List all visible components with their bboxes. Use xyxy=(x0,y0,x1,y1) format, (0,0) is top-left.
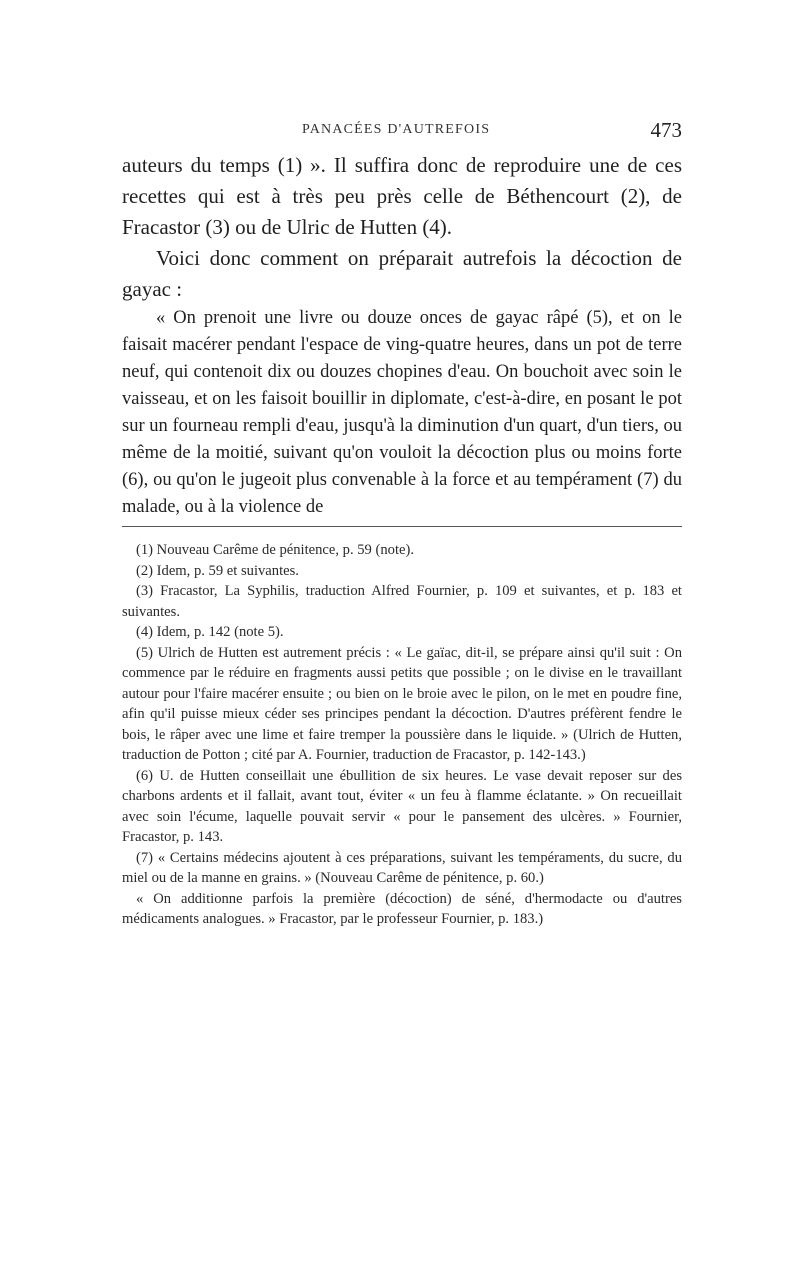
footnote-7-continued: « On additionne parfois la première (décoction) de séné, d'hermodacte ou d'autres médicaments analogues. » Fracastor, par le professeur Fournier, p. 183.) xyxy=(122,890,682,927)
main-text xyxy=(122,150,682,521)
paragraph-intro: Voici donc comment on préparait autrefois la décoction de gayac : xyxy=(122,246,682,301)
paragraph-quotation: « On prenoit une livre ou douze onces de gayac râpé (5), et on le faisait macérer pendant l'espace de ving-quatre heures, dans un pot de terre neuf, qui contenoit dix ou douzes chopines d'eau. On bouchoit avec soin le vaisseau, et on les faisoit bouillir in diplomate, c'est-à-dire, en posant le pot sur un fourneau rempli d'eau, jusqu'à la diminution d'un quart, d'un tiers, ou même de la moitié, suivant qu'on vouloit la décoction plus ou moins forte (6), ou qu'on le jugeoit plus convenable à la force et au tempérament (7) du malade, ou à la violence de xyxy=(122,308,682,517)
footnotes xyxy=(122,540,682,930)
running-head xyxy=(122,118,682,144)
footnote-6: (6) U. de Hutten conseillait une ébullition de six heures. Le vase devait reposer sur des charbons ardents et il fallait, avant tout, éviter « un feu à flamme éclatante. » On recueillait avec soin l'écume, laquelle pouvait servir « pour le pansement des ulcères. » Fournier, Fracastor, p. 143. xyxy=(122,767,682,845)
footnote-2: (2) Idem, p. 59 et suivantes. xyxy=(136,562,299,579)
footnote-separator xyxy=(122,526,682,527)
paragraph-continuation: auteurs du temps (1) ». Il suffira donc de reproduire une de ces recettes qui est à très peu près celle de Béthencourt (2), de Fracastor (3) ou de Ulric de Hutten (4). xyxy=(122,153,682,239)
footnote-7: (7) « Certains médecins ajoutent à ces préparations, suivant les tempéraments, du sucre, du miel ou de la manne en grains. » (Nouveau Carême de pénitence, p. 60.) xyxy=(122,849,682,886)
footnote-1: (1) Nouveau Carême de pénitence, p. 59 (note). xyxy=(136,542,414,558)
footnote-4: (4) Idem, p. 142 (note 5). xyxy=(136,624,284,640)
footnote-3: (3) Fracastor, La Syphilis, traduction Alfred Fournier, p. 109 et suivantes, et p. 183 et suivantes. xyxy=(122,583,682,620)
footnote-5: (5) Ulrich de Hutten est autrement précis : « Le gaïac, dit-il, se prépare ainsi qu'il suit : On commence par le réduire en fragments aussi petits que possible ; on le divise en le travaillant autour pour l'faire macérer ensuite ; ou bien on le broie avec le pilon, on le met en poudre fine, afin qu'il puisse mieux céder ses principes pendant la décoction. D'autres préfèrent fendre le bois, le râper avec une lime et faire tremper la poussière dans le liquide. » (Ulrich de Hutten, traduction de Potton ; cité par A. Fournier, traduction de Fracastor, p. 142-143.) xyxy=(122,644,682,763)
running-title: PANACÉES D'AUTREFOIS xyxy=(302,122,491,137)
page-number: 473 xyxy=(650,118,682,142)
